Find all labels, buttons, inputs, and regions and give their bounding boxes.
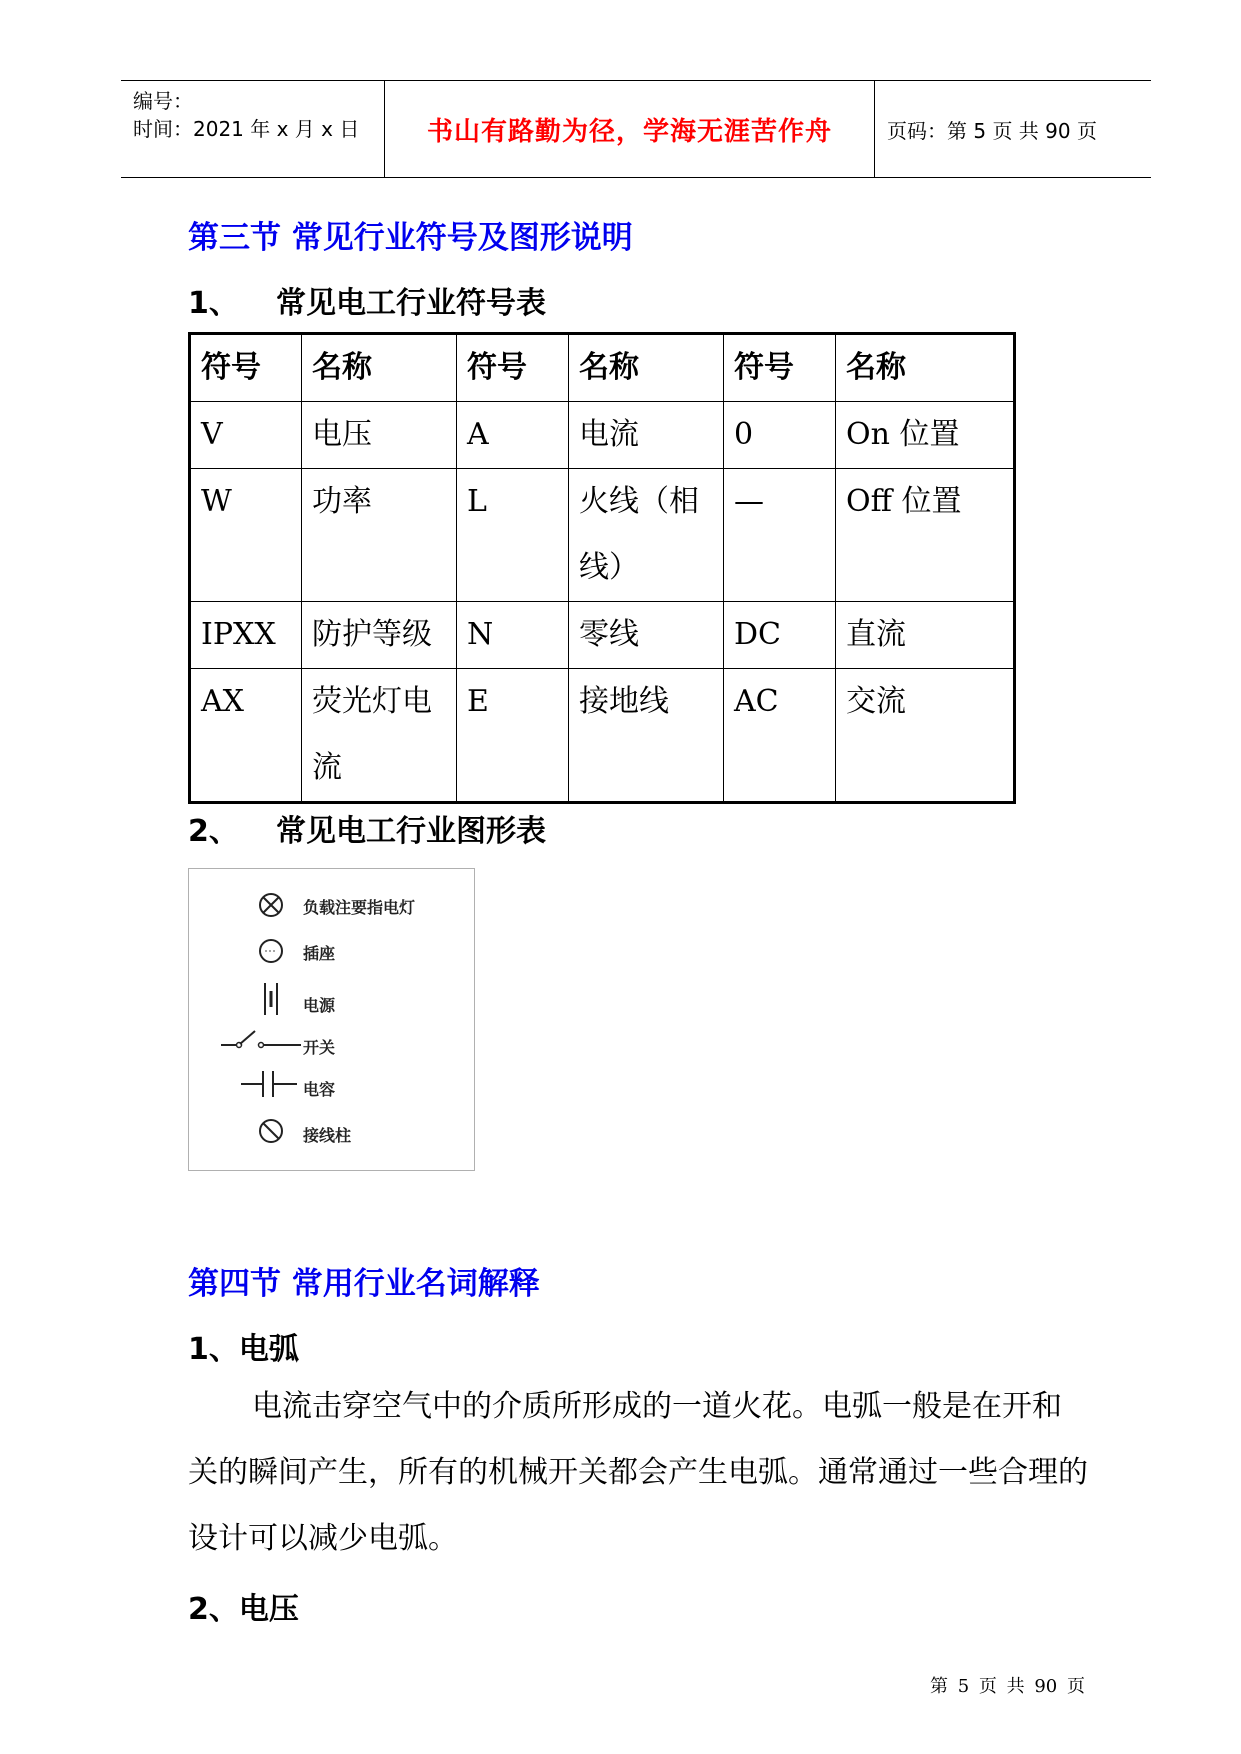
electrical-symbols-figure bbox=[188, 868, 475, 1171]
table-cell: 火线（相线） bbox=[569, 469, 724, 602]
term-heading: 2、电压 bbox=[188, 1592, 299, 1627]
table-cell: AC bbox=[724, 669, 836, 803]
table-header-row bbox=[190, 334, 1015, 402]
table-cell: 交流 bbox=[836, 669, 1015, 803]
table-cell: W bbox=[190, 469, 302, 602]
table-header-cell: 符号 bbox=[457, 334, 569, 402]
figure-label: 电容 bbox=[303, 1080, 336, 1099]
page-header bbox=[121, 80, 1151, 178]
table-row bbox=[190, 602, 1015, 669]
serial-label: 编号： bbox=[133, 89, 193, 113]
table-cell: 零线 bbox=[569, 602, 724, 669]
table-cell: 防护等级 bbox=[302, 602, 457, 669]
socket-symbol-icon bbox=[257, 937, 285, 965]
symbol-table bbox=[188, 332, 1016, 804]
figure-label: 插座 bbox=[303, 944, 336, 963]
header-motto-cell bbox=[384, 81, 875, 177]
table-cell: IPXX bbox=[190, 602, 302, 669]
term-heading: 1、电弧 bbox=[188, 1332, 299, 1367]
table-header-cell: 符号 bbox=[724, 334, 836, 402]
subsection-number: 1、 bbox=[188, 286, 239, 321]
table-cell: 直流 bbox=[836, 602, 1015, 669]
table-cell: — bbox=[724, 469, 836, 602]
table-header-cell: 名称 bbox=[302, 334, 457, 402]
table-row bbox=[190, 402, 1015, 469]
table-header-cell: 名称 bbox=[569, 334, 724, 402]
table-cell: DC bbox=[724, 602, 836, 669]
table-cell: N bbox=[457, 602, 569, 669]
subsection-title: 常见电工行业图形表 bbox=[276, 814, 546, 849]
figure-label: 电源 bbox=[303, 996, 336, 1015]
table-cell: 荧光灯电流 bbox=[302, 669, 457, 803]
figure-label: 负载注要指电灯 bbox=[303, 898, 416, 917]
table-cell: 0 bbox=[724, 402, 836, 469]
section-title: 第四节 常用行业名词解释 bbox=[188, 1266, 540, 1302]
page-number-label: 页码：第 5 页 共 90 页 bbox=[887, 118, 1097, 143]
table-cell: 电压 bbox=[302, 402, 457, 469]
section-title: 第三节 常见行业符号及图形说明 bbox=[188, 220, 633, 256]
table-cell: A bbox=[457, 402, 569, 469]
subsection-heading bbox=[188, 278, 546, 322]
power-source-symbol-icon bbox=[259, 981, 283, 1017]
table-row bbox=[190, 669, 1015, 803]
lamp-symbol-icon bbox=[257, 891, 285, 919]
header-meta bbox=[121, 81, 384, 177]
terminal-symbol-icon bbox=[257, 1117, 285, 1145]
time-label: 时间：2021 年 x 月 x 日 bbox=[133, 117, 360, 141]
table-cell: 功率 bbox=[302, 469, 457, 602]
subsection-number: 2、 bbox=[188, 814, 239, 849]
table-header-cell: 符号 bbox=[190, 334, 302, 402]
subsection-title: 常见电工行业符号表 bbox=[276, 286, 546, 321]
table-cell: 接地线 bbox=[569, 669, 724, 803]
table-cell: 电流 bbox=[569, 402, 724, 469]
table-cell: L bbox=[457, 469, 569, 602]
table-cell: AX bbox=[190, 669, 302, 803]
term-definition: 电流击穿空气中的介质所形成的一道火花。电弧一般是在开和关的瞬间产生，所有的机械开关都会产生电弧。通常通过一些合理的设计可以减少电弧。 bbox=[188, 1389, 1088, 1556]
figure-label: 接线柱 bbox=[303, 1126, 352, 1145]
header-page-cell bbox=[873, 81, 1151, 177]
table-row bbox=[190, 469, 1015, 602]
figure-label: 开关 bbox=[303, 1038, 336, 1057]
table-cell: E bbox=[457, 669, 569, 803]
table-cell: On 位置 bbox=[836, 402, 1015, 469]
table-cell: V bbox=[190, 402, 302, 469]
capacitor-symbol-icon bbox=[239, 1069, 299, 1099]
table-cell: Off 位置 bbox=[836, 469, 1015, 602]
motto: 书山有路勤为径，学海无涯苦作舟 bbox=[426, 116, 832, 147]
page-footer: 第 5 页 共 90 页 bbox=[930, 1676, 1085, 1697]
table-header-cell: 名称 bbox=[836, 334, 1015, 402]
subsection-heading bbox=[188, 806, 546, 850]
switch-symbol-icon bbox=[219, 1027, 303, 1053]
